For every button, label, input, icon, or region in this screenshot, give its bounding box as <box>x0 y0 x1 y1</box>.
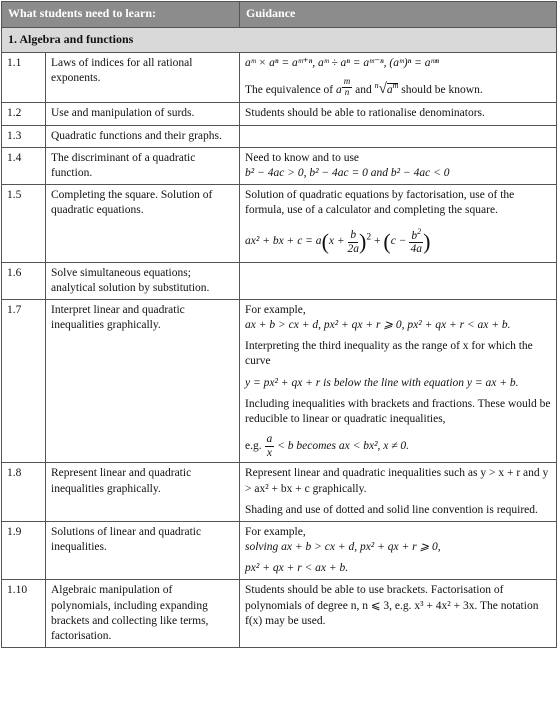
row-guidance: Represent linear and quadratic inequalities such as y > x + r and y > ax² + bx + c graphically. Shading and use of dotted and solid line convention is required. <box>240 463 557 522</box>
header-guidance: Guidance <box>240 2 557 28</box>
row-number: 1.9 <box>2 521 46 580</box>
specification-table <box>1 1 557 648</box>
row-guidance: Need to know and to use b² − 4ac > 0, b² − 4ac = 0 and b² − 4ac < 0 <box>240 147 557 184</box>
row-number: 1.7 <box>2 299 46 462</box>
row-number: 1.2 <box>2 103 46 125</box>
row-topic: Solve simultaneous equations; analytical solution by substitution. <box>46 262 240 299</box>
section-title: 1. Algebra and functions <box>2 27 557 52</box>
table-row <box>2 125 557 147</box>
row-guidance: For example, ax + b > cx + d, px² + qx + r ⩾ 0, px² + qx + r < ax + b. Interpreting the third inequality as the range of x for which the curve y = px² + qx + r is below the line with equation y = ax + b. Including inequalities with brackets and fractions. These would be reducible to linear or quadratic inequalities, e.g. $\frac{a}{x}$ < b becomes ax < bx², x ≠ 0. <box>240 299 557 462</box>
table-row <box>2 580 557 648</box>
header-what-students-learn: What students need to learn: <box>2 2 240 28</box>
row-number: 1.3 <box>2 125 46 147</box>
header-row <box>2 2 557 28</box>
row-number: 1.1 <box>2 52 46 103</box>
indices-laws: aᵐ × aⁿ = aᵐ⁺ⁿ, aᵐ ÷ aⁿ = aᵐ⁻ⁿ, (aᵐ)ⁿ = aᵐⁿ <box>245 56 439 69</box>
table-row <box>2 147 557 184</box>
table-row <box>2 521 557 580</box>
table-row <box>2 463 557 522</box>
row-guidance: Solution of quadratic equations by factorisation, use of the formula, use of a calculator and completing the square. ax² + bx + c = a(x + $\frac{b}{2a}$ )$^2$ + (c − $\frac{b^2}{4a}$ ) <box>240 185 557 262</box>
row-topic: Represent linear and quadratic inequalities graphically. <box>46 463 240 522</box>
row-topic: Use and manipulation of surds. <box>46 103 240 125</box>
row-number: 1.4 <box>2 147 46 184</box>
row-number: 1.8 <box>2 463 46 522</box>
completed-square-formula: ax² + bx + c = a(x + $\frac{b}{2a}$ )$^2$ + (c − $\frac{b^2}{4a}$ ) <box>245 226 431 256</box>
row-topic: Interpret linear and quadratic inequalities graphically. <box>46 299 240 462</box>
row-topic: Algebraic manipulation of polynomials, including expanding brackets and collecting like terms, factorisation. <box>46 580 240 648</box>
root-form: $^n√a^m$ <box>374 80 399 97</box>
row-topic: The discriminant of a quadratic function. <box>46 147 240 184</box>
row-guidance: Students should be able to rationalise denominators. <box>240 103 557 125</box>
table-row <box>2 185 557 262</box>
table-row <box>2 103 557 125</box>
discriminant-cases: b² − 4ac > 0, b² − 4ac = 0 and b² − 4ac < 0 <box>245 166 450 179</box>
row-number: 1.5 <box>2 185 46 262</box>
row-number: 1.10 <box>2 580 46 648</box>
row-guidance: For example, solving ax + b > cx + d, px² + qx + r ⩾ 0, px² + qx + r < ax + b. <box>240 521 557 580</box>
row-topic: Completing the square. Solution of quadratic equations. <box>46 185 240 262</box>
table-row <box>2 299 557 462</box>
row-number: 1.6 <box>2 262 46 299</box>
table-row <box>2 262 557 299</box>
table-row <box>2 52 557 103</box>
fractional-power: a $^{\frac{m}{n}}$ <box>336 75 351 97</box>
fraction-example: e.g. $\frac{a}{x}$ < b becomes ax < bx², x ≠ 0. <box>245 433 410 459</box>
row-guidance: Students should be able to use brackets. Factorisation of polynomials of degree n, n ⩽ 3, e.g. x³ + 4x² + 3x. The notation f(x) may be used. <box>240 580 557 648</box>
row-guidance <box>240 125 557 147</box>
row-topic: Solutions of linear and quadratic inequalities. <box>46 521 240 580</box>
row-topic: Laws of indices for all rational exponents. <box>46 52 240 103</box>
row-guidance <box>240 262 557 299</box>
equivalence-line: The equivalence of a $^{\frac{m}{n}}$ and $^n√a^m$ should be known. <box>245 75 483 97</box>
row-topic: Quadratic functions and their graphs. <box>46 125 240 147</box>
section-row <box>2 27 557 52</box>
row-guidance <box>240 52 557 103</box>
